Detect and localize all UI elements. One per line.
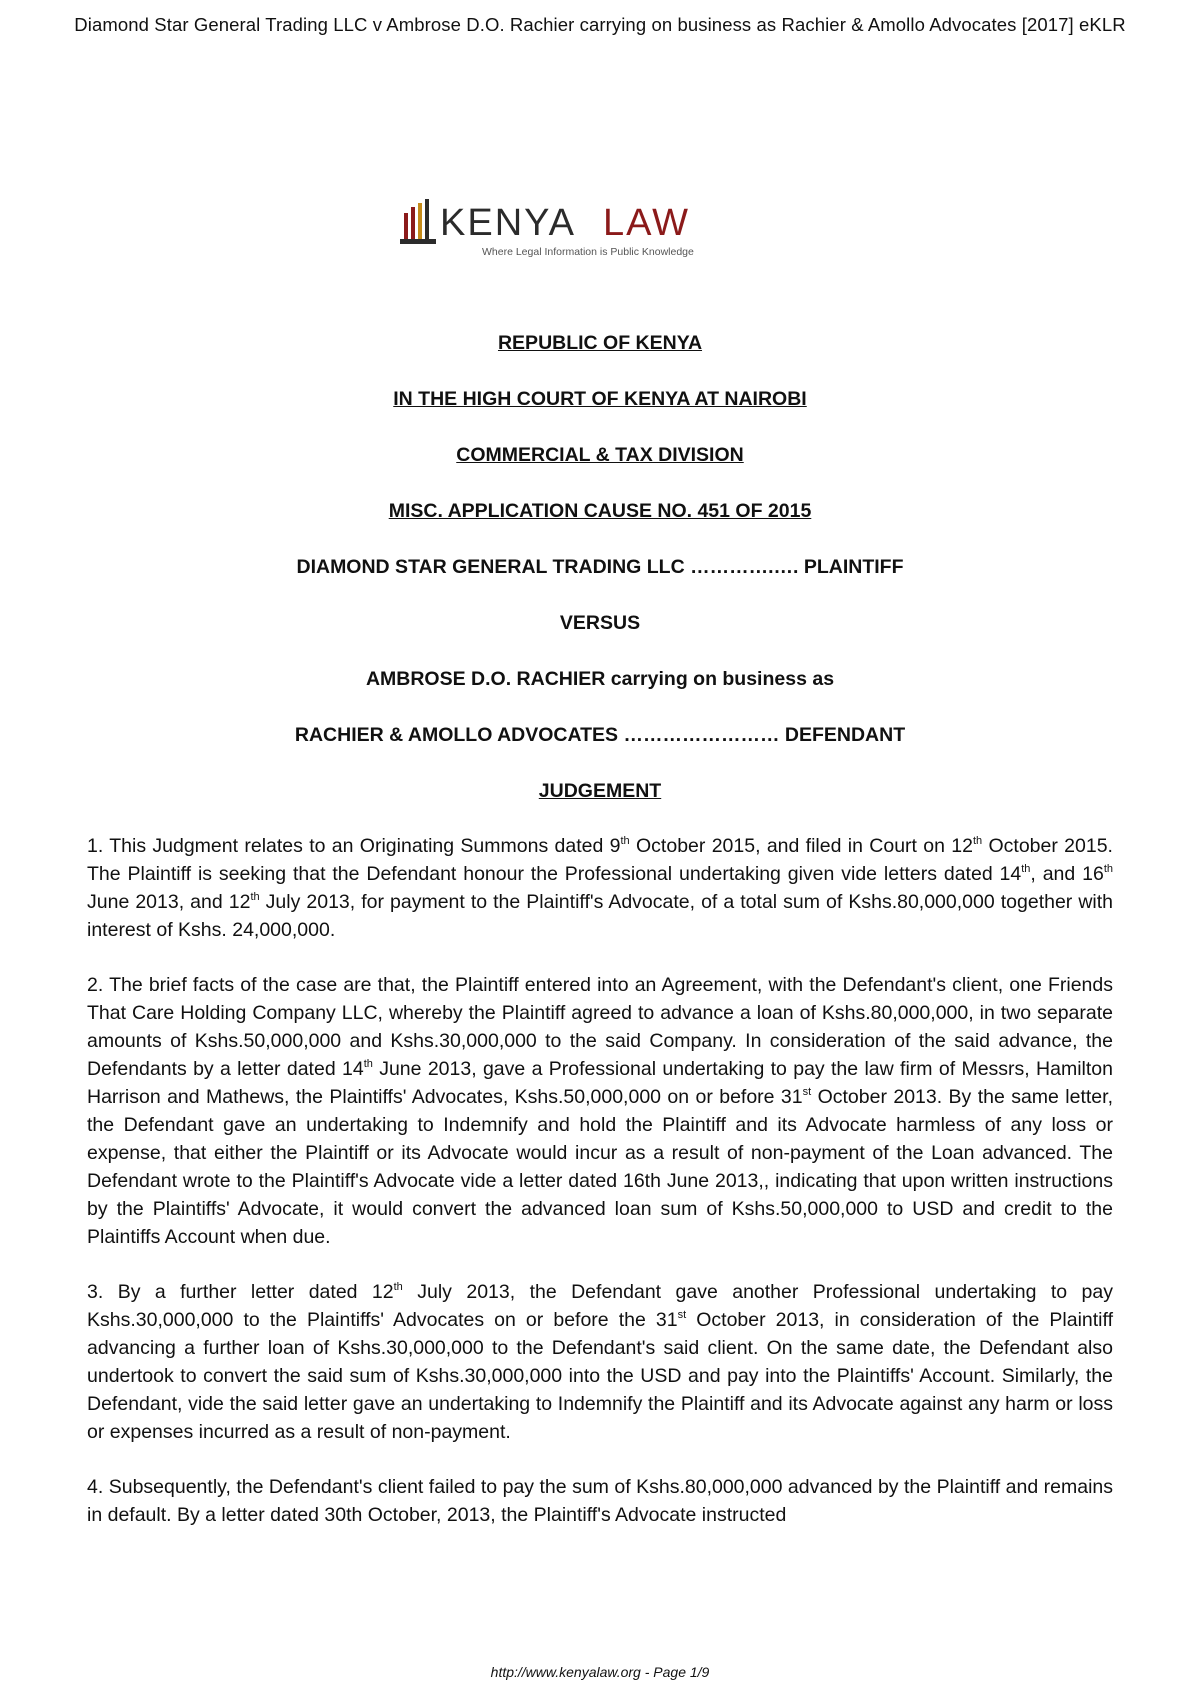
heading-republic: REPUBLIC OF KENYA [497,332,703,354]
kenya-law-logo-graphic [400,193,730,263]
paragraph-3: 3. By a further letter dated 12th July 2013, the Defendant gave another Professional undertaking to pay Kshs.30,000,000 to the Plaintiffs' Advocates on or before the 31st October 2013, in consideration of the Plaintiff advancing a further loan of Kshs.30,000,000 to the Defendant's said client. On the same date, the Defendant also undertook to convert the said sum of Kshs.30,000,000 into the USD and pay into the Plaintiffs' Account. Similarly, the Defendant, vide the said letter gave an undertaking to Indemnify the Plaintiff and its Advocate against any harm or loss or expenses incurred as a result of non-payment. [87,1281,1113,1443]
logo-base [400,239,436,244]
paragraph-2: 2. The brief facts of the case are that, the Plaintiff entered into an Agreement, with the Defendant's client, one Friends That Care Holding Company LLC, whereby the Plaintiff agreed to advance a loan of Kshs.80,000,000, in two separate amounts of Kshs.50,000,000 and Kshs.30,000,000 to the said Company. In consideration of the said advance, the Defendants by a letter dated 14th June 2013, gave a Professional undertaking to pay the law firm of Messrs, Hamilton Harrison and Mathews, the Plaintiffs' Advocates, Kshs.50,000,000 on or before 31st October 2013. By the same letter, the Defendant gave an undertaking to Indemnify and hold the Plaintiff and its Advocate harmless of any loss or expense, that either the Plaintiff or its Advocate would incur as a result of non-payment of the Loan advanced. The Defendant wrote to the Plaintiff's Advocate vide a letter dated 16th June 2013,, indicating that upon written instructions by the Plaintiffs' Advocate, it would convert the advanced loan sum of Kshs.50,000,000 to USD and credit to the Plaintiffs Account when due. [87,974,1113,1248]
heading-division: COMMERCIAL & TAX DIVISION [456,444,744,466]
heading-plaintiff: DIAMOND STAR GENERAL TRADING LLC ………….…. PLAINTIFF [296,556,904,578]
heading-defendant-line-2: RACHIER & AMOLLO ADVOCATES …………………… DEFENDANT [294,724,906,746]
logo-pillar-4 [425,199,429,239]
running-header: Diamond Star General Trading LLC v Ambrose D.O. Rachier carrying on business as Rachier & Amollo Advocates [2017] eKLR [74,14,1126,35]
heading-judgement: JUDGEMENT [538,780,662,802]
heading-court: IN THE HIGH COURT OF KENYA AT NAIROBI [393,388,807,410]
heading-cause-number: MISC. APPLICATION CAUSE NO. 451 OF 2015 [388,500,812,522]
logo-pillar-1 [404,213,408,239]
case-heading [0,330,1200,834]
logo-pillar-3 [418,203,422,239]
paragraph-1: 1. This Judgment relates to an Originating Summons dated 9th October 2015, and filed in Court on 12th October 2015. The Plaintiff is seeking that the Defendant honour the Professional undertaking given vide letters dated 14th, and 16th June 2013, and 12th July 2013, for payment to the Plaintiff's Advocate, of a total sum of Kshs.80,000,000 together with interest of Kshs. 24,000,000. [87,835,1114,941]
paragraph-4: 4. Subsequently, the Defendant's client failed to pay the sum of Kshs.80,000,000 advanced by the Plaintiff and remains in default. By a letter dated 30th October, 2013, the Plaintiff's Advocate instructed [87,1476,1113,1526]
heading-defendant-line-1: AMBROSE D.O. RACHIER carrying on business as [365,668,835,690]
logo-tagline: Where Legal Information is Public Knowledge [482,246,694,258]
logo-brand-kenya: KENYA [440,202,577,244]
judgement-body [87,832,1113,1556]
heading-versus: VERSUS [559,612,641,634]
logo-pillar-2 [411,207,415,239]
page-footer: http://www.kenyalaw.org - Page 1/9 [490,1664,710,1680]
logo-brand-law: LAW [603,202,690,244]
kenya-law-logo [400,193,730,263]
